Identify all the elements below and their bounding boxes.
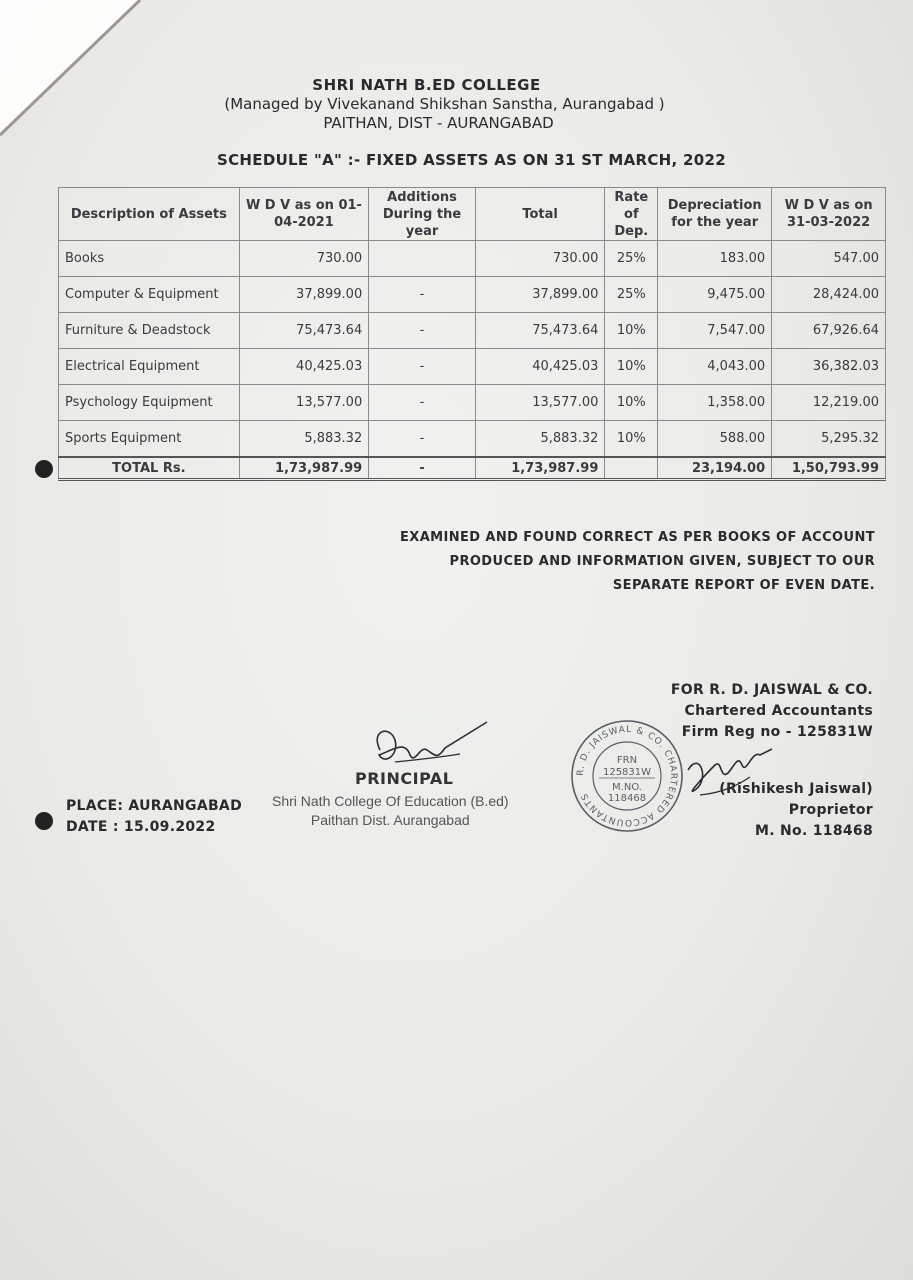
cell-wdv-open: 75,473.64 bbox=[239, 313, 369, 349]
college-address: PAITHAN, DIST - AURANGABAD bbox=[323, 114, 554, 132]
punch-hole-bottom bbox=[35, 812, 53, 830]
cell-total: 37,899.00 bbox=[475, 277, 605, 313]
cell-wdv-close: 547.00 bbox=[772, 241, 886, 277]
seal-mno-label: M.NO. bbox=[612, 782, 642, 793]
principal-stamp-line: Shri Nath College Of Education (B.ed) bbox=[272, 793, 509, 809]
total-additions: - bbox=[369, 457, 476, 480]
signatory-name: (Rishikesh Jaiswal) bbox=[719, 781, 873, 797]
table-row bbox=[59, 241, 886, 277]
col-header-wdv-open: W D V as on 01-04-2021 bbox=[239, 188, 369, 241]
cell-wdv-close: 12,219.00 bbox=[772, 385, 886, 421]
cell-depreciation: 1,358.00 bbox=[658, 385, 772, 421]
col-header-depreciation: Depreciation for the year bbox=[658, 188, 772, 241]
cell-description: Sports Equipment bbox=[59, 421, 240, 458]
place: PLACE: AURANGABAD bbox=[66, 798, 242, 814]
college-name: SHRI NATH B.ED COLLEGE bbox=[312, 76, 541, 94]
cell-wdv-open: 13,577.00 bbox=[239, 385, 369, 421]
cell-description: Furniture & Deadstock bbox=[59, 313, 240, 349]
cell-total: 13,577.00 bbox=[475, 385, 605, 421]
place-date-block bbox=[66, 796, 242, 838]
managed-by: (Managed by Vivekanand Shikshan Sanstha, Aurangabad ) bbox=[224, 95, 665, 113]
cell-wdv-close: 28,424.00 bbox=[772, 277, 886, 313]
principal-title: PRINCIPAL bbox=[355, 769, 454, 788]
total-wdv-close: 1,50,793.99 bbox=[772, 457, 886, 480]
cell-additions bbox=[369, 241, 476, 277]
cell-total: 730.00 bbox=[475, 241, 605, 277]
signatory-membership: M. No. 118468 bbox=[755, 823, 873, 839]
cell-depreciation: 183.00 bbox=[658, 241, 772, 277]
cell-rate: 25% bbox=[605, 277, 658, 313]
cell-wdv-open: 730.00 bbox=[239, 241, 369, 277]
seal-mno: 118468 bbox=[607, 793, 647, 804]
auditor-note-line: EXAMINED AND FOUND CORRECT AS PER BOOKS OF ACCOUNT bbox=[399, 530, 875, 545]
cell-description: Computer & Equipment bbox=[59, 277, 240, 313]
col-header-wdv-close: W D V as on 31-03-2022 bbox=[772, 188, 886, 241]
total-label: TOTAL Rs. bbox=[59, 457, 240, 480]
schedule-title: SCHEDULE "A" :- FIXED ASSETS AS ON 31 ST MARCH, 2022 bbox=[217, 151, 726, 169]
cell-depreciation: 4,043.00 bbox=[658, 349, 772, 385]
principal-stamp-line: Paithan Dist. Aurangabad bbox=[310, 812, 470, 828]
cell-additions: - bbox=[369, 385, 476, 421]
auditor-note-line: PRODUCED AND INFORMATION GIVEN, SUBJECT TO OUR bbox=[449, 554, 875, 569]
table-row bbox=[59, 313, 886, 349]
col-header-additions: Additions During the year bbox=[369, 188, 476, 241]
cell-wdv-close: 36,382.03 bbox=[772, 349, 886, 385]
cell-total: 75,473.64 bbox=[475, 313, 605, 349]
table-row bbox=[59, 277, 886, 313]
cell-wdv-close: 67,926.64 bbox=[772, 313, 886, 349]
table-header-row bbox=[59, 188, 886, 241]
ca-seal-stamp bbox=[567, 716, 687, 836]
table-row bbox=[59, 349, 886, 385]
cell-wdv-open: 37,899.00 bbox=[239, 277, 369, 313]
cell-description: Psychology Equipment bbox=[59, 385, 240, 421]
table-row bbox=[59, 421, 886, 458]
firm-name: FOR R. D. JAISWAL & CO. bbox=[670, 682, 873, 698]
auditor-note bbox=[400, 526, 875, 598]
cell-rate: 10% bbox=[605, 385, 658, 421]
total-depreciation: 23,194.00 bbox=[658, 457, 772, 480]
table-row bbox=[59, 385, 886, 421]
cell-depreciation: 7,547.00 bbox=[658, 313, 772, 349]
total-row bbox=[59, 457, 886, 480]
seal-frn: 125831W bbox=[602, 767, 652, 778]
cell-additions: - bbox=[369, 349, 476, 385]
cell-depreciation: 9,475.00 bbox=[658, 277, 772, 313]
cell-additions: - bbox=[369, 277, 476, 313]
date: DATE : 15.09.2022 bbox=[66, 819, 216, 835]
cell-wdv-open: 5,883.32 bbox=[239, 421, 369, 458]
cell-rate: 10% bbox=[605, 421, 658, 458]
cell-wdv-close: 5,295.32 bbox=[772, 421, 886, 458]
firm-type: Chartered Accountants bbox=[684, 703, 873, 719]
total-total: 1,73,987.99 bbox=[475, 457, 605, 480]
cell-wdv-open: 40,425.03 bbox=[239, 349, 369, 385]
seal-frn-label: FRN bbox=[616, 755, 638, 766]
firm-reg: Firm Reg no - 125831W bbox=[681, 724, 873, 740]
cell-description: Books bbox=[59, 241, 240, 277]
cell-additions: - bbox=[369, 421, 476, 458]
signatory-title: Proprietor bbox=[788, 802, 873, 818]
cell-total: 5,883.32 bbox=[475, 421, 605, 458]
ca-signature bbox=[680, 735, 780, 805]
principal-stamp bbox=[272, 792, 509, 830]
fixed-assets-table bbox=[58, 187, 886, 481]
total-rate bbox=[605, 457, 658, 480]
firm-block bbox=[671, 680, 873, 743]
col-header-description: Description of Assets bbox=[59, 188, 240, 241]
punch-hole-top bbox=[35, 460, 53, 478]
cell-rate: 10% bbox=[605, 349, 658, 385]
cell-additions: - bbox=[369, 313, 476, 349]
total-wdv-open: 1,73,987.99 bbox=[239, 457, 369, 480]
col-header-total: Total bbox=[475, 188, 605, 241]
col-header-rate: Rate of Dep. bbox=[605, 188, 658, 241]
cell-total: 40,425.03 bbox=[475, 349, 605, 385]
cell-rate: 10% bbox=[605, 313, 658, 349]
seal-ring-text: R. D. JAISWAL & CO. CHARTERED ACCOUNTANTS bbox=[575, 724, 679, 828]
cell-depreciation: 588.00 bbox=[658, 421, 772, 458]
auditor-note-line: SEPARATE REPORT OF EVEN DATE. bbox=[612, 578, 875, 593]
cell-rate: 25% bbox=[605, 241, 658, 277]
cell-description: Electrical Equipment bbox=[59, 349, 240, 385]
